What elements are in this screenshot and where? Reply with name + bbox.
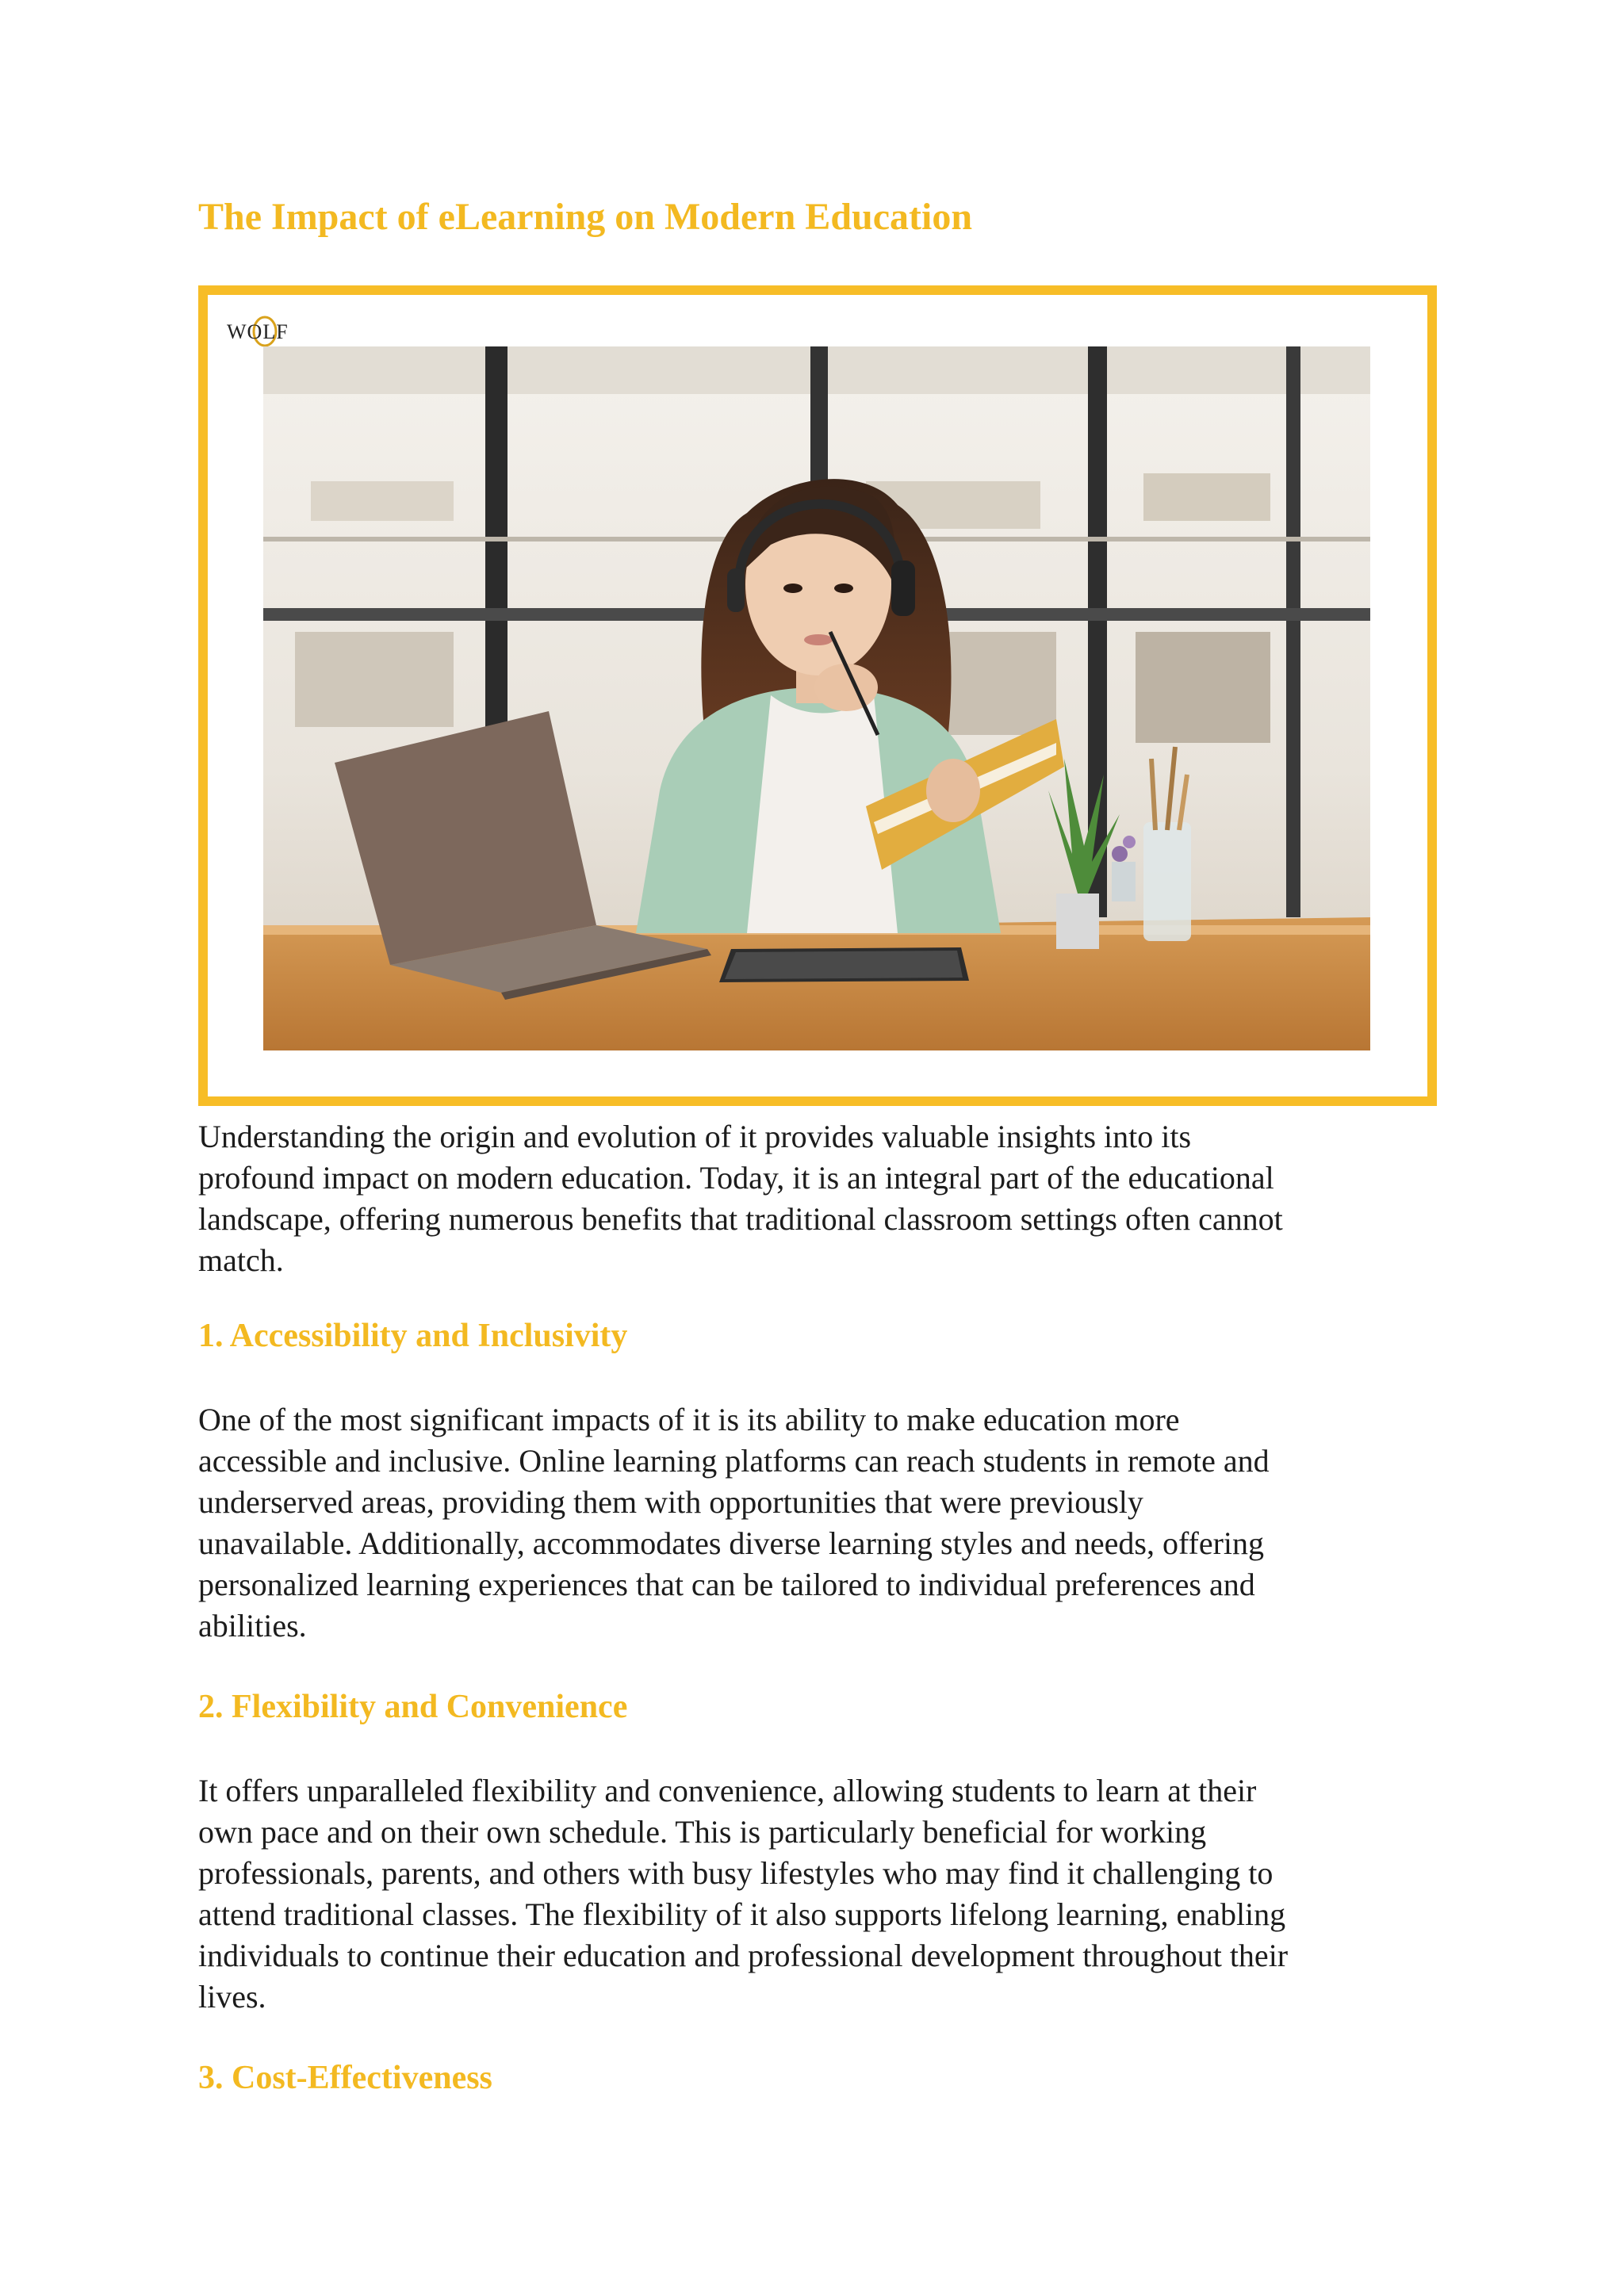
paragraph-line: individuals to continue their education and professional development throughout their (198, 1938, 1289, 1973)
article-title: The Impact of eLearning on Modern Education (198, 196, 973, 238)
intro-line: profound impact on modern education. Today, it is an integral part of the educational (198, 1160, 1274, 1196)
paragraph-line: abilities. (198, 1608, 307, 1644)
paragraph-line: personalized learning experiences that can be tailored to individual preferences and (198, 1567, 1255, 1602)
logo-text: WOLF (227, 320, 289, 343)
intro-paragraph (198, 1116, 1435, 1281)
section-paragraph-accessibility (198, 1399, 1435, 1647)
photo-illustration (263, 346, 1370, 1050)
intro-line: Understanding the origin and evolution of it provides valuable insights into its (198, 1119, 1192, 1154)
paragraph-line: own pace and on their own schedule. This is particularly beneficial for working (198, 1814, 1207, 1850)
article-figure (198, 285, 1437, 1106)
section-heading-cost: 3. Cost-Effectiveness (198, 2060, 492, 2096)
paragraph-line: attend traditional classes. The flexibility of it also supports lifelong learning, enabling (198, 1896, 1286, 1932)
section-paragraph-flexibility (198, 1770, 1435, 2018)
paragraph-line: It offers unparalleled flexibility and convenience, allowing students to learn at their (198, 1773, 1257, 1808)
section-heading-flexibility: 2. Flexibility and Convenience (198, 1689, 628, 1725)
intro-line: landscape, offering numerous benefits that traditional classroom settings often cannot (198, 1201, 1283, 1237)
paragraph-line: unavailable. Additionally, accommodates diverse learning styles and needs, offering (198, 1525, 1265, 1561)
intro-line: match. (198, 1242, 284, 1278)
paragraph-line: One of the most significant impacts of it is its ability to make education more (198, 1402, 1180, 1437)
paragraph-line: professionals, parents, and others with busy lifestyles who may find it challenging to (198, 1855, 1274, 1891)
section-heading-accessibility: 1. Accessibility and Inclusivity (198, 1318, 628, 1354)
paragraph-line: lives. (198, 1979, 266, 2015)
paragraph-line: underserved areas, providing them with opportunities that were previously (198, 1484, 1143, 1520)
student-laptop-photo (263, 346, 1370, 1050)
paragraph-line: accessible and inclusive. Online learning platforms can reach students in remote and (198, 1443, 1270, 1479)
